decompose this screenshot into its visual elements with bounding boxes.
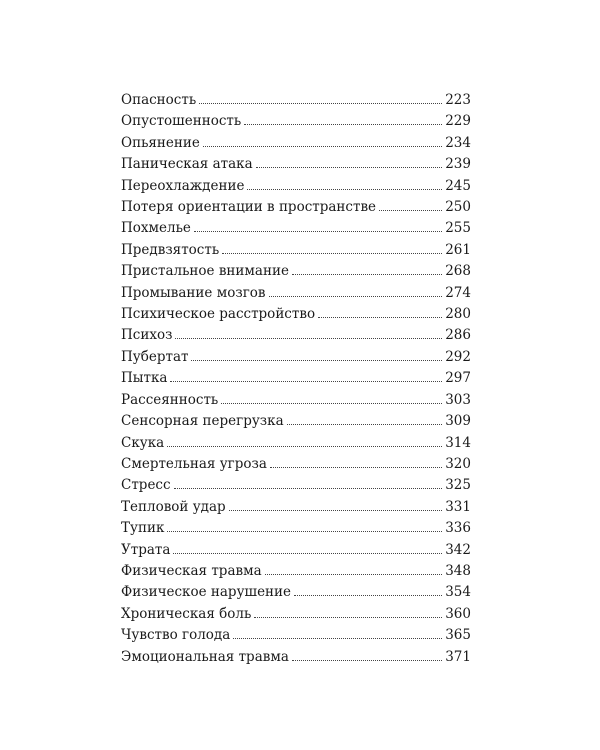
toc-entry-title: Пристальное внимание	[121, 263, 289, 280]
toc-entry-page-number: 229	[445, 113, 471, 130]
toc-entry-title: Скука	[121, 434, 165, 451]
dot-leader	[292, 274, 442, 275]
dot-leader	[221, 403, 442, 404]
toc-entry-title: Психоз	[121, 327, 173, 344]
toc-entry-page-number: 239	[445, 156, 471, 173]
dot-leader	[318, 317, 442, 318]
dot-leader	[270, 467, 442, 468]
toc-entry-page-number: 348	[445, 562, 471, 579]
toc-entry-title: Потеря ориентации в пространстве	[121, 199, 377, 216]
toc-entry	[121, 197, 471, 218]
dot-leader	[256, 167, 443, 168]
toc-entry-page-number: 297	[445, 370, 471, 387]
toc-entry-page-number: 274	[445, 284, 471, 301]
toc-entry	[121, 411, 471, 432]
toc-entry-page-number: 325	[445, 477, 471, 494]
dot-leader	[175, 338, 442, 339]
toc-entry-title: Паническая атака	[121, 156, 253, 173]
dot-leader	[173, 553, 442, 554]
toc-entry	[121, 454, 471, 475]
toc-entry	[121, 518, 471, 539]
toc-entry-title: Физическая травма	[121, 562, 262, 579]
toc-entry-page-number: 234	[445, 134, 471, 151]
table-of-contents	[121, 90, 471, 668]
dot-leader	[167, 531, 442, 532]
dot-leader	[294, 595, 442, 596]
toc-entry-page-number: 365	[445, 627, 471, 644]
toc-entry	[121, 90, 471, 111]
dot-leader	[174, 488, 443, 489]
toc-entry-page-number: 360	[445, 605, 471, 622]
dot-leader	[167, 446, 442, 447]
toc-entry-page-number: 280	[445, 306, 471, 323]
toc-entry	[121, 133, 471, 154]
toc-entry-title: Чувство голода	[121, 627, 231, 644]
toc-entry-title: Опьянение	[121, 134, 200, 151]
toc-entry-page-number: 261	[445, 241, 471, 258]
toc-entry	[121, 218, 471, 239]
toc-entry-page-number: 286	[445, 327, 471, 344]
dot-leader	[247, 189, 442, 190]
toc-entry-title: Тупик	[121, 520, 165, 537]
toc-entry-page-number: 320	[445, 455, 471, 472]
toc-entry-page-number: 309	[445, 413, 471, 430]
toc-entry	[121, 647, 471, 668]
toc-entry-page-number: 250	[445, 199, 471, 216]
toc-entry	[121, 368, 471, 389]
toc-entry-title: Рассеянность	[121, 391, 219, 408]
toc-entry-title: Эмоциональная травма	[121, 648, 289, 665]
toc-entry-page-number: 331	[445, 498, 471, 515]
toc-entry-title: Предвзятость	[121, 241, 220, 258]
dot-leader	[254, 617, 442, 618]
toc-entry	[121, 111, 471, 132]
toc-entry-title: Психическое расстройство	[121, 306, 316, 323]
toc-entry-title: Опустошенность	[121, 113, 242, 130]
toc-entry	[121, 154, 471, 175]
dot-leader	[287, 424, 443, 425]
toc-entry-title: Пубертат	[121, 348, 189, 365]
dot-leader	[379, 210, 442, 211]
dot-leader	[194, 231, 442, 232]
toc-entry-page-number: 268	[445, 263, 471, 280]
toc-entry	[121, 240, 471, 261]
toc-entry	[121, 475, 471, 496]
toc-entry-page-number: 371	[445, 648, 471, 665]
toc-entry	[121, 582, 471, 603]
toc-entry-title: Утрата	[121, 541, 171, 558]
toc-entry	[121, 304, 471, 325]
dot-leader	[170, 381, 442, 382]
toc-entry-title: Физическое нарушение	[121, 584, 292, 601]
toc-entry-title: Промывание мозгов	[121, 284, 266, 301]
toc-entry-page-number: 342	[445, 541, 471, 558]
dot-leader	[191, 360, 442, 361]
toc-entry-title: Пытка	[121, 370, 168, 387]
dot-leader	[292, 660, 442, 661]
dot-leader	[199, 103, 442, 104]
dot-leader	[269, 296, 443, 297]
toc-entry-title: Хроническая боль	[121, 605, 252, 622]
toc-entry	[121, 261, 471, 282]
toc-entry-page-number: 223	[445, 92, 471, 108]
toc-entry	[121, 604, 471, 625]
dot-leader	[229, 510, 443, 511]
dot-leader	[222, 253, 442, 254]
toc-entry-page-number: 292	[445, 348, 471, 365]
toc-entry	[121, 433, 471, 454]
toc-entry-page-number: 303	[445, 391, 471, 408]
toc-entry-page-number: 354	[445, 584, 471, 601]
toc-entry	[121, 176, 471, 197]
toc-entry-title: Стресс	[121, 477, 171, 494]
toc-entry	[121, 390, 471, 411]
toc-entry-title: Похмелье	[121, 220, 191, 237]
toc-entry-title: Сенсорная перегрузка	[121, 413, 284, 430]
dot-leader	[233, 638, 442, 639]
toc-entry-page-number: 245	[445, 177, 471, 194]
toc-entry	[121, 540, 471, 561]
toc-entry-title: Опасность	[121, 92, 197, 108]
toc-entry-page-number: 336	[445, 520, 471, 537]
toc-entry	[121, 497, 471, 518]
toc-entry-title: Смертельная угроза	[121, 455, 267, 472]
dot-leader	[265, 574, 443, 575]
toc-entry-page-number: 314	[445, 434, 471, 451]
dot-leader	[244, 124, 442, 125]
toc-entry	[121, 347, 471, 368]
toc-entry	[121, 561, 471, 582]
toc-entry	[121, 625, 471, 646]
toc-entry	[121, 283, 471, 304]
toc-entry-page-number: 255	[445, 220, 471, 237]
toc-entry-title: Переохлаждение	[121, 177, 245, 194]
toc-entry-title: Тепловой удар	[121, 498, 226, 515]
toc-entry	[121, 325, 471, 346]
dot-leader	[203, 146, 442, 147]
